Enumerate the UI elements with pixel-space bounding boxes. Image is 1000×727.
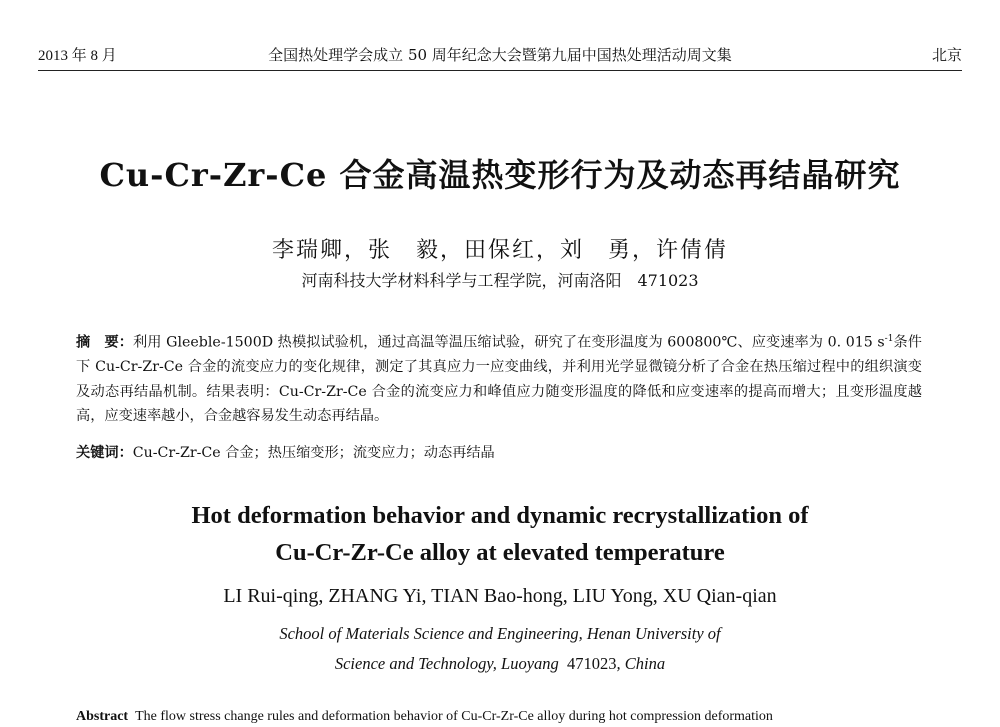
keywords-zh-label: 关键词：	[76, 445, 133, 461]
abstract-zh-text-part2: 条件下 Cu-Cr-Zr-Ce 合金的流变应力的变化规律，测定了其真应力一应变曲线，并利用光学显微镜分析了合金在热压缩过程中的组织演变及动态再结晶机制。结果表明：Cu-Cr-Zr-Ce 合金的流变应力和峰值应力随变形温度的降低和应变速率的提高而增大；且变形温度越高，应变速率越小，合金越容易发生动态再结晶。	[76, 334, 922, 425]
abstract-en-text: The flow stress change rules and deformation behavior of Cu-Cr-Zr-Ce alloy during hot compression deformation	[135, 709, 773, 724]
header-proceedings-title: 全国热处理学会成立 50 周年纪念大会暨第九届中国热处理活动周文集	[268, 46, 732, 64]
abstract-en	[76, 707, 922, 727]
header-date: 2013 年 8 月	[38, 48, 117, 64]
abstract-en-label: Abstract	[76, 709, 129, 724]
affiliation-en	[0, 619, 1000, 679]
header-rule	[38, 70, 962, 71]
affiliation-en-line1: School of Materials Science and Engineering, Henan University of	[279, 624, 721, 643]
running-header	[38, 42, 962, 68]
affiliation-en-country: , China	[616, 654, 666, 673]
authors-zh: 李瑞卿，张 毅，田保红，刘 勇，许倩倩	[271, 238, 728, 263]
paper-title-en-line1: Hot deformation behavior and dynamic recrystallization of	[191, 502, 809, 529]
affiliation-en-postcode: 471023	[567, 654, 617, 673]
paper-title-en	[0, 497, 1000, 571]
abstract-zh	[76, 327, 922, 429]
keywords-zh	[76, 441, 922, 465]
affiliation-en-city: Science and Technology, Luoyang	[334, 654, 559, 673]
keywords-zh-text: Cu-Cr-Zr-Ce 合金；热压缩变形；流变应力；动态再结晶	[132, 445, 495, 461]
affiliation-zh: 河南科技大学材料科学与工程学院，河南洛阳 471023	[301, 271, 699, 290]
affiliation-en-line2	[0, 649, 1000, 679]
paper-title-en-line2: Cu-Cr-Zr-Ce alloy at elevated temperature	[275, 539, 725, 566]
header-location: 北京	[931, 46, 962, 64]
paper-title-zh: Cu-Cr-Zr-Ce 合金高温热变形行为及动态再结晶研究	[99, 156, 901, 194]
abstract-zh-superscript: -1	[884, 334, 894, 344]
abstract-zh-text-part1: 利用 Gleeble-1500D 热模拟试验机，通过高温等温压缩试验，研究了在变形温度为 600800℃、应变速率为 0. 015 s	[133, 334, 885, 351]
authors-en: LI Rui-qing, ZHANG Yi, TIAN Bao-hong, LIU Yong, XU Qian-qian	[223, 585, 777, 607]
abstract-zh-label: 摘 要：	[76, 334, 134, 351]
